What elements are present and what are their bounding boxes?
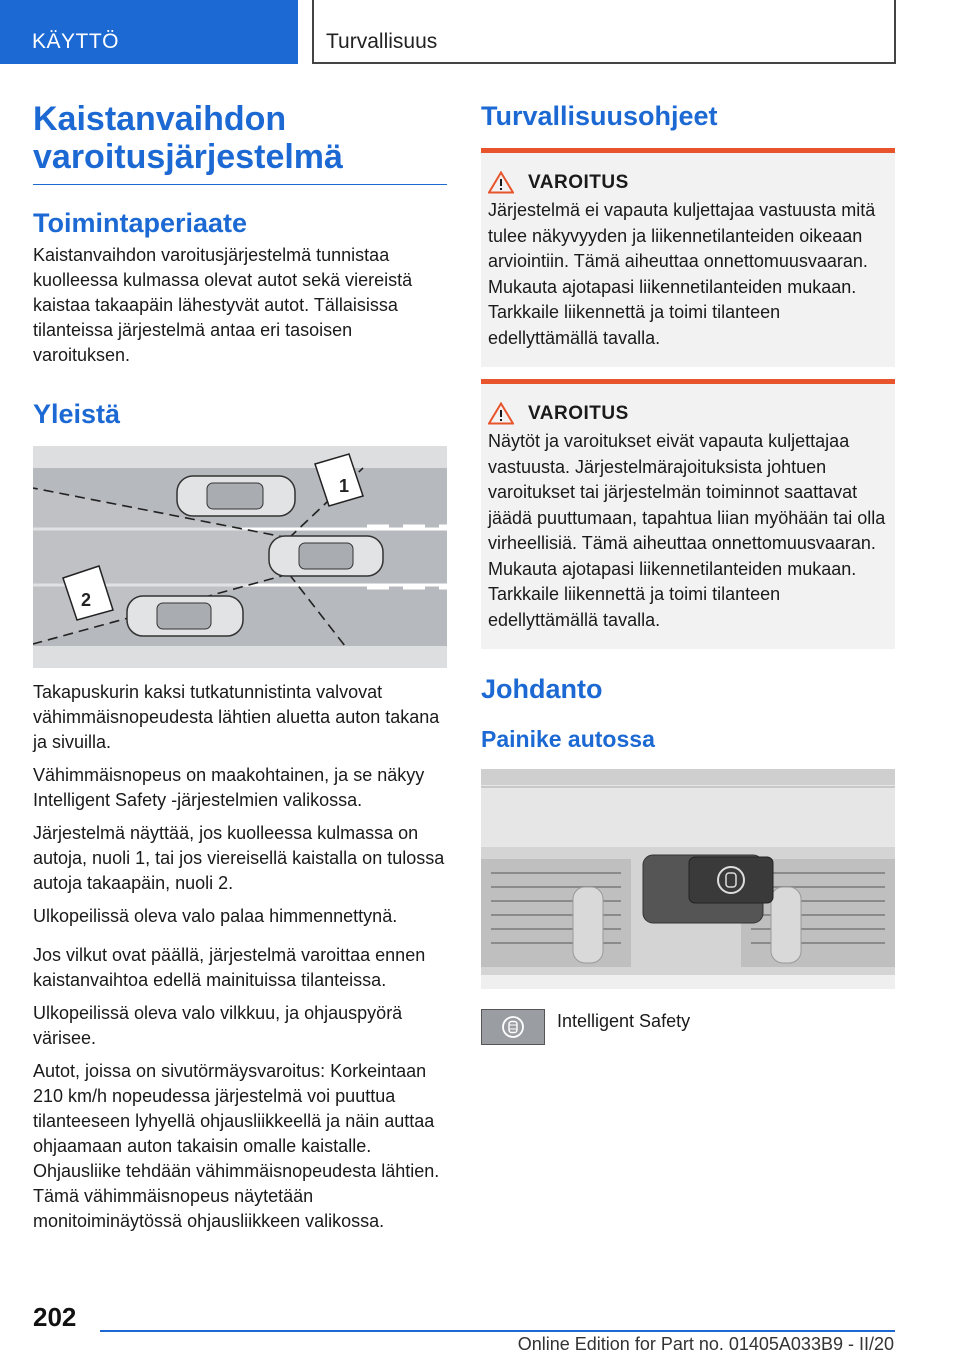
button-caption: Intelligent Safety [557,1011,691,1031]
car-own [269,536,383,576]
heading-toimintaperiaate: Toimintaperiaate [33,208,248,238]
heading-johdanto: Johdanto [481,674,603,704]
warning-label: VAROITUS [528,402,629,424]
car-blind-spot [177,476,295,516]
intelligent-safety-button[interactable] [481,1009,545,1045]
paragraph-1: Takapuskurin kaksi tutkatunnistinta valvovat vähimmäisnopeudesta lähtien aluetta auton takana ja sivuilla. [33,682,440,752]
right-column [481,100,895,1045]
paragraph-4: Ulkopeilissä oleva valo palaa himmennettynä. [33,906,398,926]
button-legend [481,1009,895,1045]
warning-text: Näytöt ja varoitukset eivät vapauta kuljettajaa vastuusta. Järjestelmärajoituksista johtuen varoitukset tai järjestelmän toiminnot saattavat jäädä puuttumaan, tapahtua liian myöhään tai olla virheellisiä. Tämä aiheuttaa onnettomuusvaaran. Mukauta ajotapasi liikennetilanteiden mukaan. Tarkkaile liikennettä ja toimi tilanteen edellyttämällä tavalla. [488,431,886,630]
left-column [33,100,447,1234]
page-title: Kaistanvaihdon varoitusjärjestelmä [33,100,447,185]
paragraph-2: Vähimmäisnopeus on maakohtainen, ja se näkyy Intelligent Safety -järjestelmien valikossa. [33,765,425,810]
paragraph-3: Järjestelmä näyttää, jos kuolleessa kulmassa on autoja, nuoli 1, tai jos viereisellä kaistalla on tulossa autoja takaapäin, nuoli 2. [33,823,445,893]
footer-divider [100,1330,895,1332]
heading-yleista: Yleistä [33,399,121,429]
warning-label: VAROITUS [528,171,629,193]
warning-box-1 [481,148,895,367]
warning-text: Järjestelmä ei vapauta kuljettajaa vastuusta mitä tulee näkyvyyden ja liikennetilanteiden oikeaan arviointiin. Tämä aiheuttaa onnettomuusvaaran. Mukauta ajotapasi liikennetilanteiden mukaan. Tarkkaile liikennettä ja toimi tilanteen edellyttämällä tavalla. [488,200,876,348]
intelligent-safety-icon [501,1015,525,1039]
warning-triangle-icon [488,402,514,425]
car-approaching [127,596,243,636]
toimintaperiaate-text: Kaistanvaihdon varoitusjärjestelmä tunnistaa kuolleessa kulmassa olevat autot sekä viereistä kaistaa takaapäin lähestyvät autot. Tällaisissa tilanteissa järjestelmä antaa eri tasoisen varoituksen. [33,245,413,365]
warning-triangle-icon [488,171,514,194]
page-number: 202 [33,1302,77,1332]
warning-box-2 [481,379,895,649]
dashboard-button-photo [481,769,895,989]
paragraph-6: Ulkopeilissä oleva valo vilkkuu, ja ohjauspyörä värisee. [33,1003,403,1048]
section-tab: KÄYTTÖ [0,0,298,64]
svg-text:2: 2 [81,590,92,610]
heading-turvallisuusohjeet: Turvallisuusohjeet [481,101,718,131]
footer-edition: Online Edition for Part no. 01405A033B9 - II/20 [517,1334,894,1354]
svg-text:1: 1 [339,476,350,496]
chapter-title: Turvallisuus [312,0,896,64]
blind-spot-diagram [33,446,447,668]
paragraph-5: Jos vilkut ovat päällä, järjestelmä varoittaa ennen kaistanvaihtoa edellä mainituissa tilanteissa. [33,945,426,990]
heading-painike-autossa: Painike autossa [481,726,655,752]
paragraph-7: Autot, joissa on sivutörmäysvaroitus: Korkeintaan 210 km/h nopeudessa järjestelmä voi puuttua tilanteeseen lyhyellä ohjausliikkeellä ja näin auttaa ohjaamaan auton takaisin omalle kaistalle. Ohjausliike tehdään vähimmäisnopeudesta lähtien. Tämä vähimmäisnopeus näytetään monitoiminäytössä ohjausliikkeen valikossa. [33,1061,440,1231]
